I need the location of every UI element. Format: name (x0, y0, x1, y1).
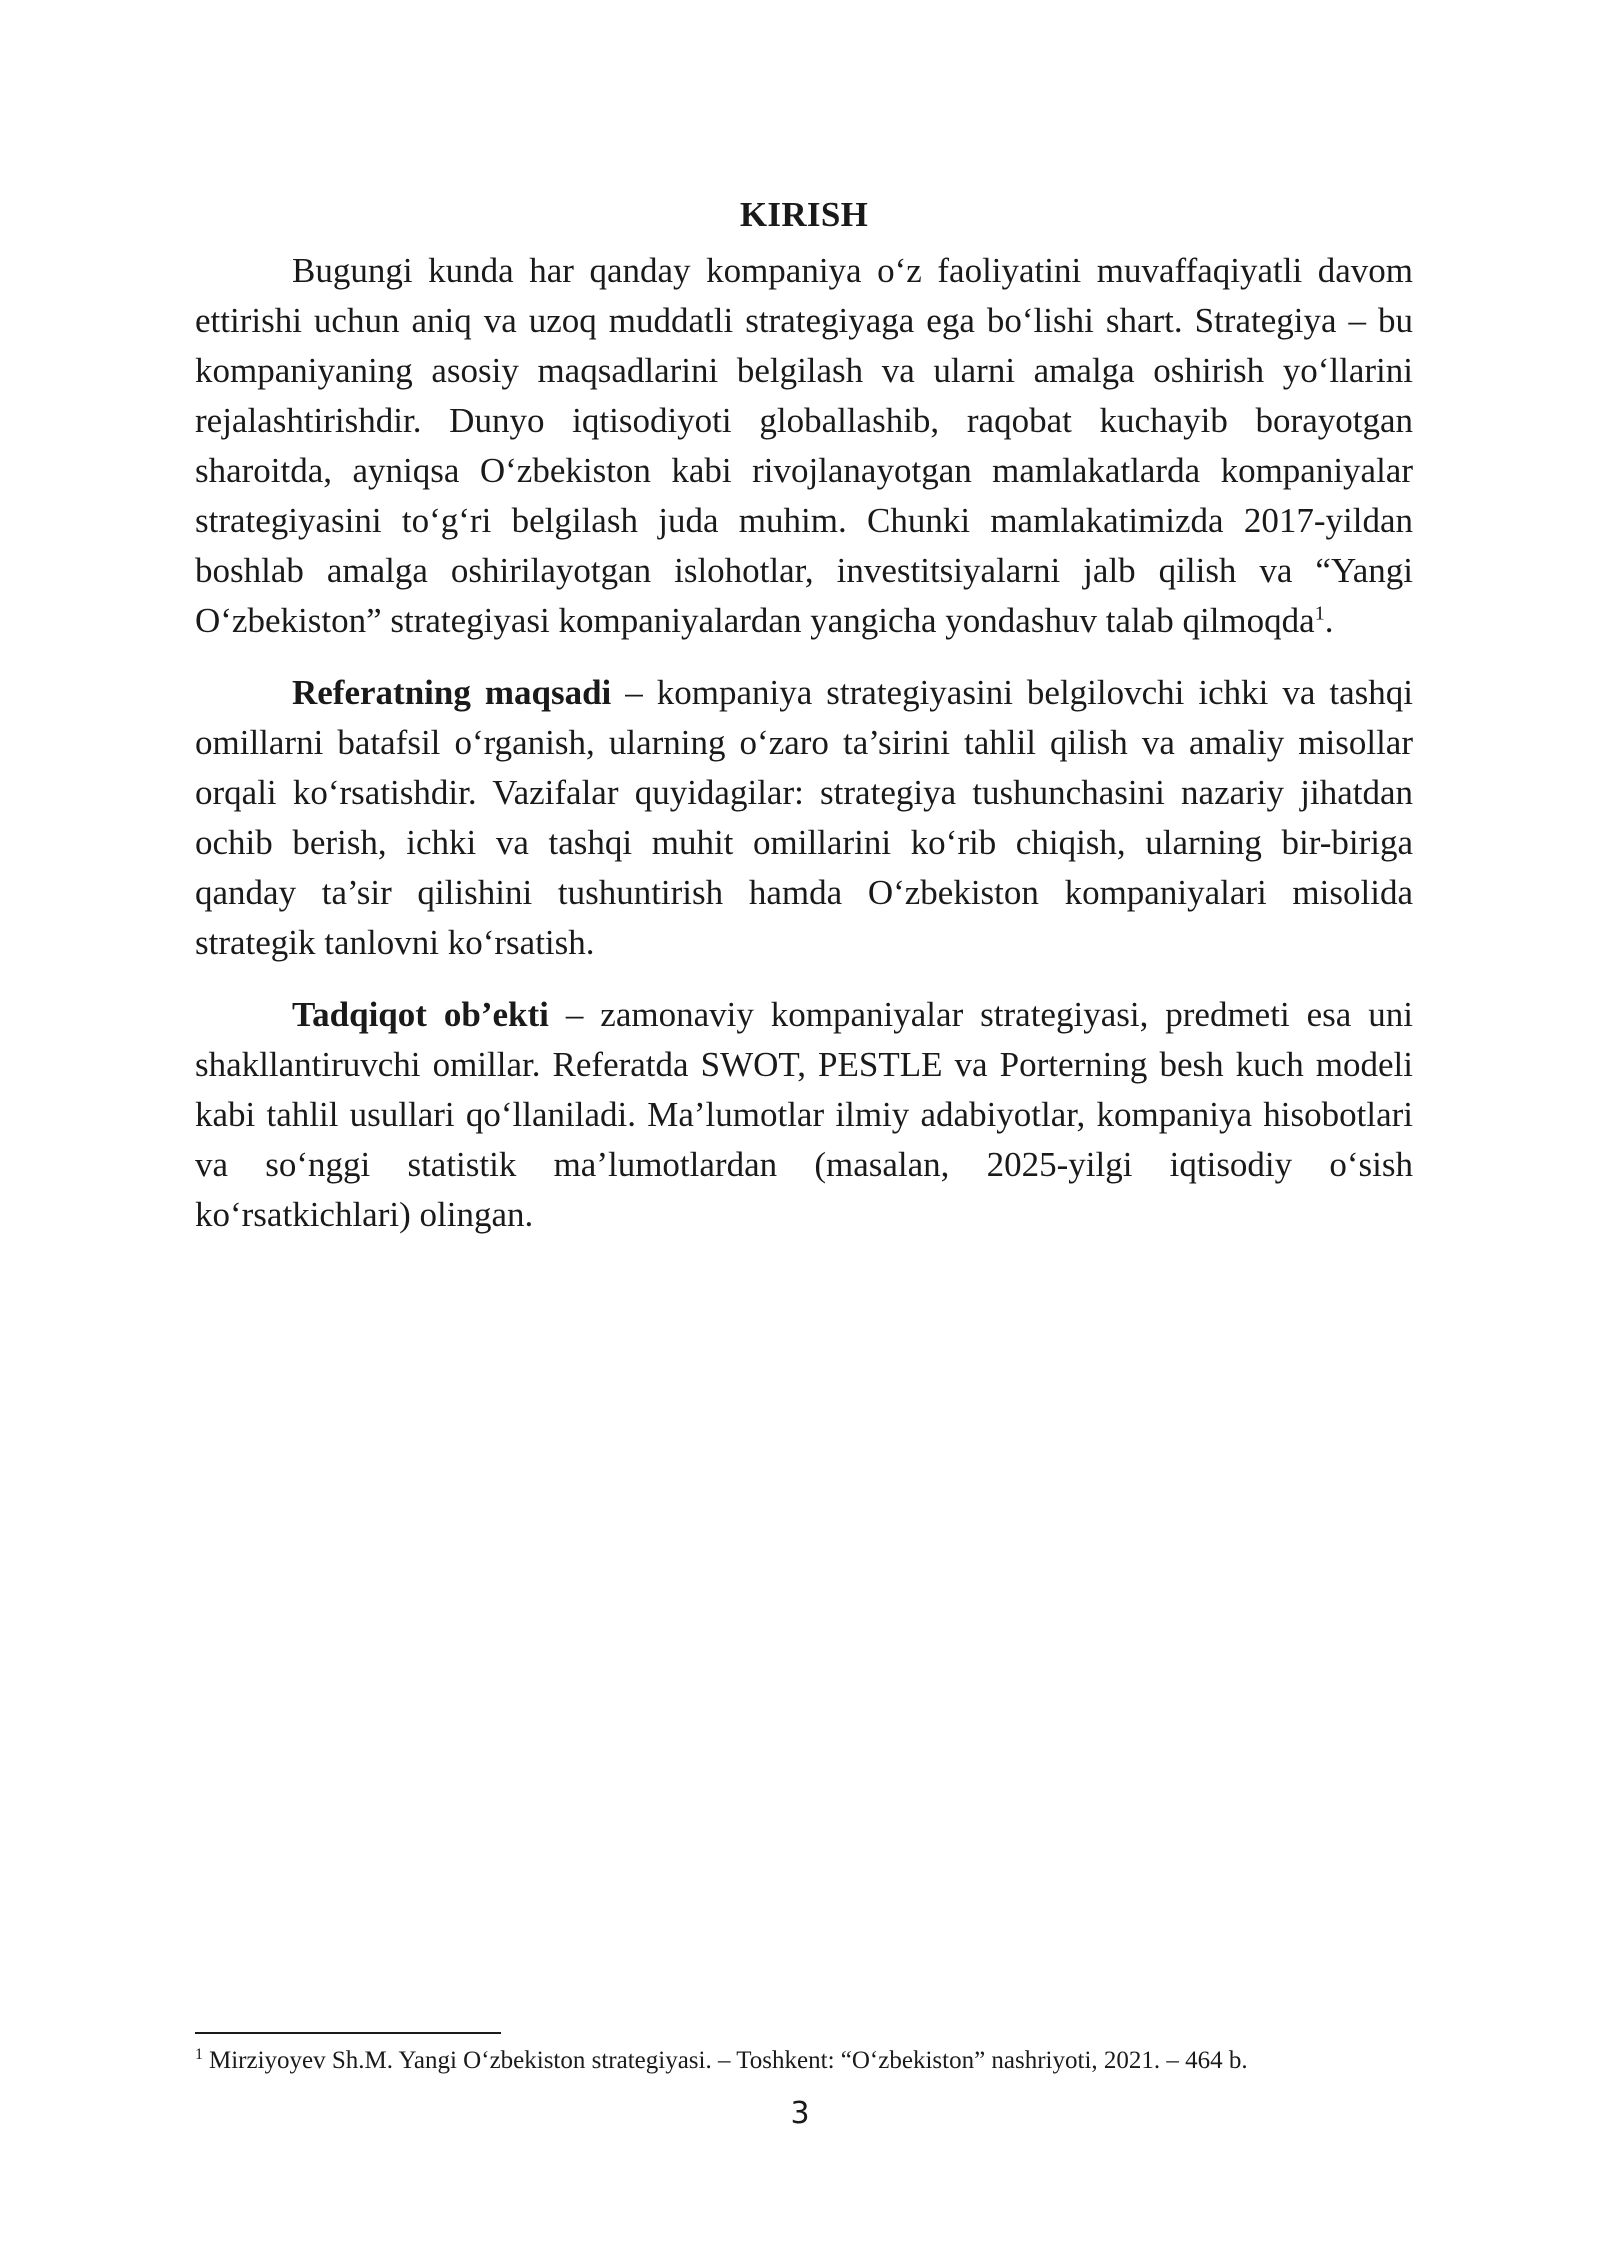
page-number: 3 (790, 2096, 810, 2131)
intro-paragraph-text: Bugungi kunda har qanday kompaniya o‘z faoliyatini muvaffaqiyatli davom ettirishi uchun aniq va uzoq muddatli strategiyaga ega bo‘lishi shart. Strategiya – bu kompaniyaning asosiy maqsadlarini belgilash va ularni amalga oshirish yo‘llarini rejalashtirishdir. Dunyo iqtisodiyoti globallashib, raqobat kuchayib borayotgan sharoitda, ayniqsa O‘zbekiston kabi rivojlanayotgan mamlakatlarda kompaniyalar strategiyasini to‘g‘ri belgilash juda muhim. Chunki mamlakatimizda 2017-yildan boshlab amalga oshirilayotgan islohotlar, investitsiyalarni jalb qilish va “Yangi O‘zbekiston” strategiyasi kompaniyalardan yangicha yondashuv talab qilmoqda (195, 251, 1413, 640)
footnote (195, 2043, 1413, 2079)
intro-paragraph (195, 246, 1413, 646)
goal-paragraph (195, 668, 1413, 968)
footnote-number: 1 (195, 2045, 203, 2063)
object-paragraph-text: – zamonaviy kompaniyalar strategiyasi, predmeti esa uni shakllantiruvchi omillar. Referatda SWOT, PESTLE va Porterning besh kuch modeli kabi tahlil usullari qo‘llaniladi. Ma’lumotlar ilmiy adabiyotlar, kompaniya hisobotlari va so‘nggi statistik ma’lumotlardan (masalan, 2025-yilgi iqtisodiy o‘sish ko‘rsatkichlari) olingan. (195, 995, 1413, 1234)
intro-paragraph-end: . (1324, 601, 1334, 640)
object-paragraph (195, 990, 1413, 1240)
goal-paragraph-term: Referatning maqsadi (292, 673, 612, 712)
footnote-separator (195, 2032, 501, 2034)
goal-paragraph-text: – kompaniya strategiyasini belgilovchi ichki va tashqi omillarni batafsil o‘rganish, ularning o‘zaro ta’sirini tahlil qilish va amaliy misollar orqali ko‘rsatishdir. Vazifalar quyidagilar: strategiya tushunchasini nazariy jihatdan ochib berish, ichki va tashqi muhit omillarini ko‘rib chiqish, ularning bir-biriga qanday ta’sir qilishini tushuntirish hamda O‘zbekiston kompaniyalari misolida strategik tanlovni ko‘rsatish. (195, 673, 1413, 962)
object-paragraph-term: Tadqiqot ob’ekti (292, 995, 549, 1034)
footnote-reference: 1 (1314, 602, 1325, 625)
section-heading: KIRISH (739, 195, 869, 234)
footnote-text: Mirziyoyev Sh.M. Yangi O‘zbekiston strategiyasi. – Toshkent: “O‘zbekiston” nashriyoti, 2021. – 464 b. (209, 2047, 1248, 2074)
main-content (195, 190, 1413, 1240)
